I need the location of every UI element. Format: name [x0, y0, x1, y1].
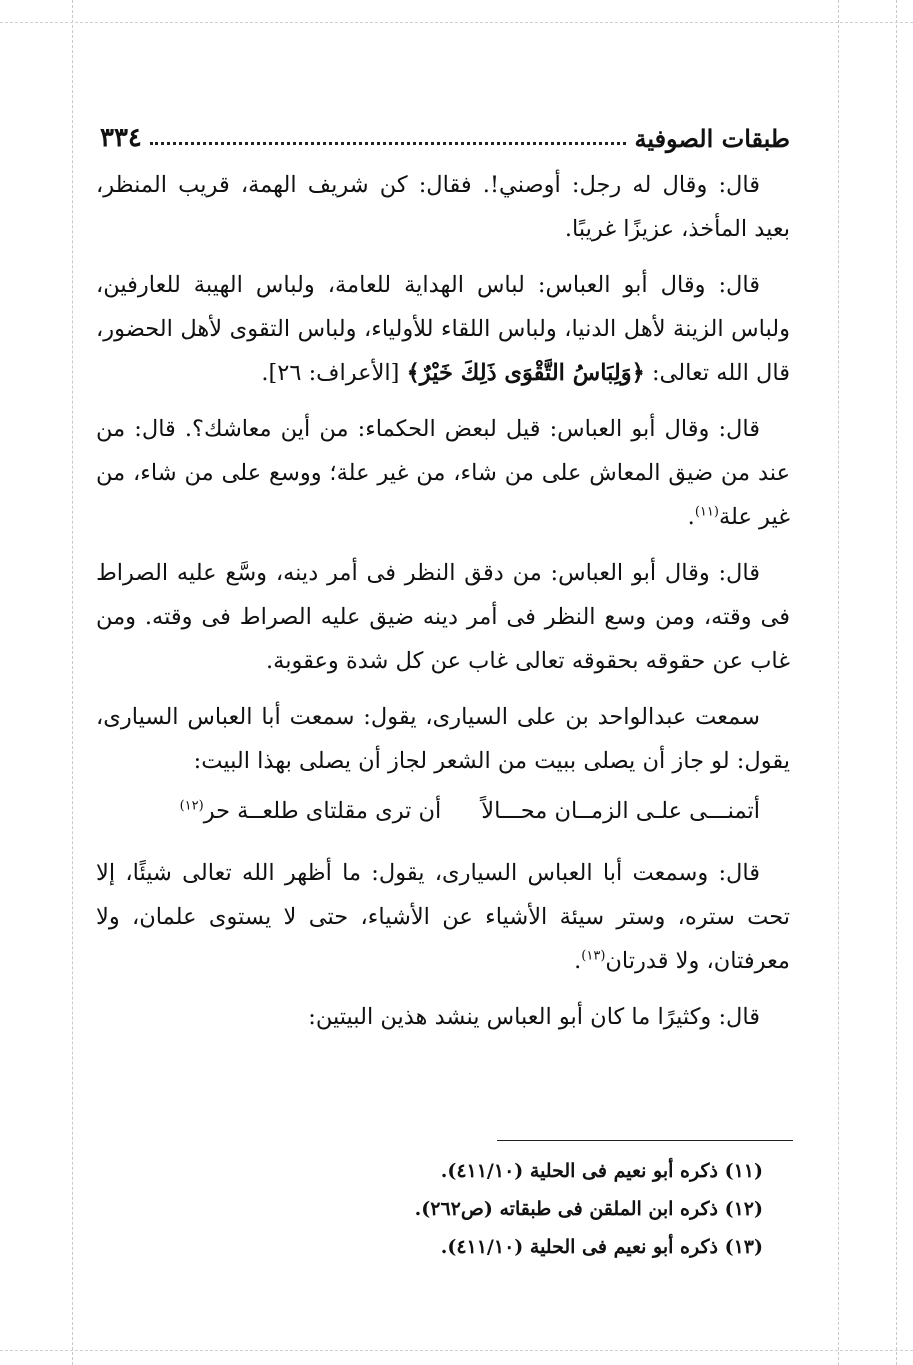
paragraph-3-end: . — [687, 504, 695, 530]
footnote-12: (١٢) ذكره ابن الملقن فى طبقاته (ص٢٦٢). — [414, 1198, 763, 1220]
paragraph-6-text: قال: وسمعت أبا العباس السيارى، يقول: ما أظهر الله تعالى شيئًا، إلا تحت ستره، وستر سيئة الأشياء عن الأشياء، حتى لا يستوى علمان، ولا معرفتان، ولا قدرتان — [96, 860, 790, 974]
poem-first-hemistich: أتمنـــى علـى الزمــان محـــالاً — [481, 798, 760, 824]
footnote-separator — [497, 1140, 793, 1141]
footnote-ref-13: (١٣) — [581, 948, 606, 964]
quran-verse: ﴿وَلِبَاسُ التَّقْوَى ذَلِكَ خَيْرٌ﴾ — [406, 360, 645, 386]
margin-guide-edge — [896, 0, 897, 1365]
paragraph-7: قال: وكثيرًا ما كان أبو العباس ينشد هذين البيتين: — [308, 1004, 760, 1030]
paragraph-3-text: قال: وقال أبو العباس: قيل لبعض الحكماء: من أين معاشك؟. قال: من عند من ضيق المعاش على من شاء، من غير علة؛ ووسع على من شاء، من غير علة — [96, 416, 790, 530]
footnote-ref-11: (١١) — [694, 504, 719, 520]
margin-guide-bottom — [0, 1350, 913, 1351]
footnotes — [203, 1152, 763, 1266]
running-header — [100, 118, 790, 158]
footnote-11: (١١) ذكره أبو نعيم فى الحلية (٤١١/١٠). — [440, 1160, 763, 1182]
poem-verse — [96, 789, 790, 833]
footnote-13: (١٣) ذكره أبو نعيم فى الحلية (٤١١/١٠). — [440, 1236, 763, 1258]
paragraph-6 — [96, 851, 790, 983]
paragraph-3 — [96, 407, 790, 539]
paragraph-6-end: . — [574, 948, 582, 974]
paragraph-2-citation: [الأعراف: ٢٦]. — [261, 360, 407, 386]
paragraph-2 — [96, 263, 790, 395]
margin-guide-right — [838, 0, 839, 1365]
margin-guide-top — [0, 22, 913, 23]
footnote-ref-12: (١٢) — [179, 798, 204, 814]
main-text — [96, 163, 790, 1051]
poem-second-text: أن ترى مقلتاى طلعــة حر — [203, 798, 442, 824]
header-dotted-leader — [150, 132, 627, 145]
page-number: ٣٣٤ — [100, 123, 142, 153]
paragraph-1: قال: وقال له رجل: أوصني!. فقال: كن شريف الهمة، قريب المنظر، بعيد المأخذ، عزيزًا غريبًا. — [96, 172, 790, 242]
poem-second-hemistich — [180, 789, 442, 833]
header-title: طبقات الصوفية — [634, 123, 790, 153]
paragraph-5: سمعت عبدالواحد بن على السيارى، يقول: سمعت أبا العباس السيارى، يقول: لو جاز أن يصلى ببيت من الشعر لجاز أن يصلى بهذا البيت: — [96, 704, 790, 774]
paragraph-2-text: قال: وقال أبو العباس: لباس الهداية للعامة، ولباس الهيبة للعارفين، ولباس الزينة لأهل الدنيا، ولباس اللقاء للأولياء، ولباس التقوى لأهل الحضور، قال الله تعالى: — [96, 272, 790, 386]
margin-guide-left — [72, 0, 73, 1365]
paragraph-4: قال: وقال أبو العباس: من دقق النظر فى أمر دينه، وسَّع عليه الصراط فى وقته، ومن وسع النظر فى أمر دينه ضيق عليه الصراط فى وقته. ومن غاب عن حقوقه بحقوقه تعالى غاب عن كل شدة وعقوبة. — [96, 560, 790, 674]
